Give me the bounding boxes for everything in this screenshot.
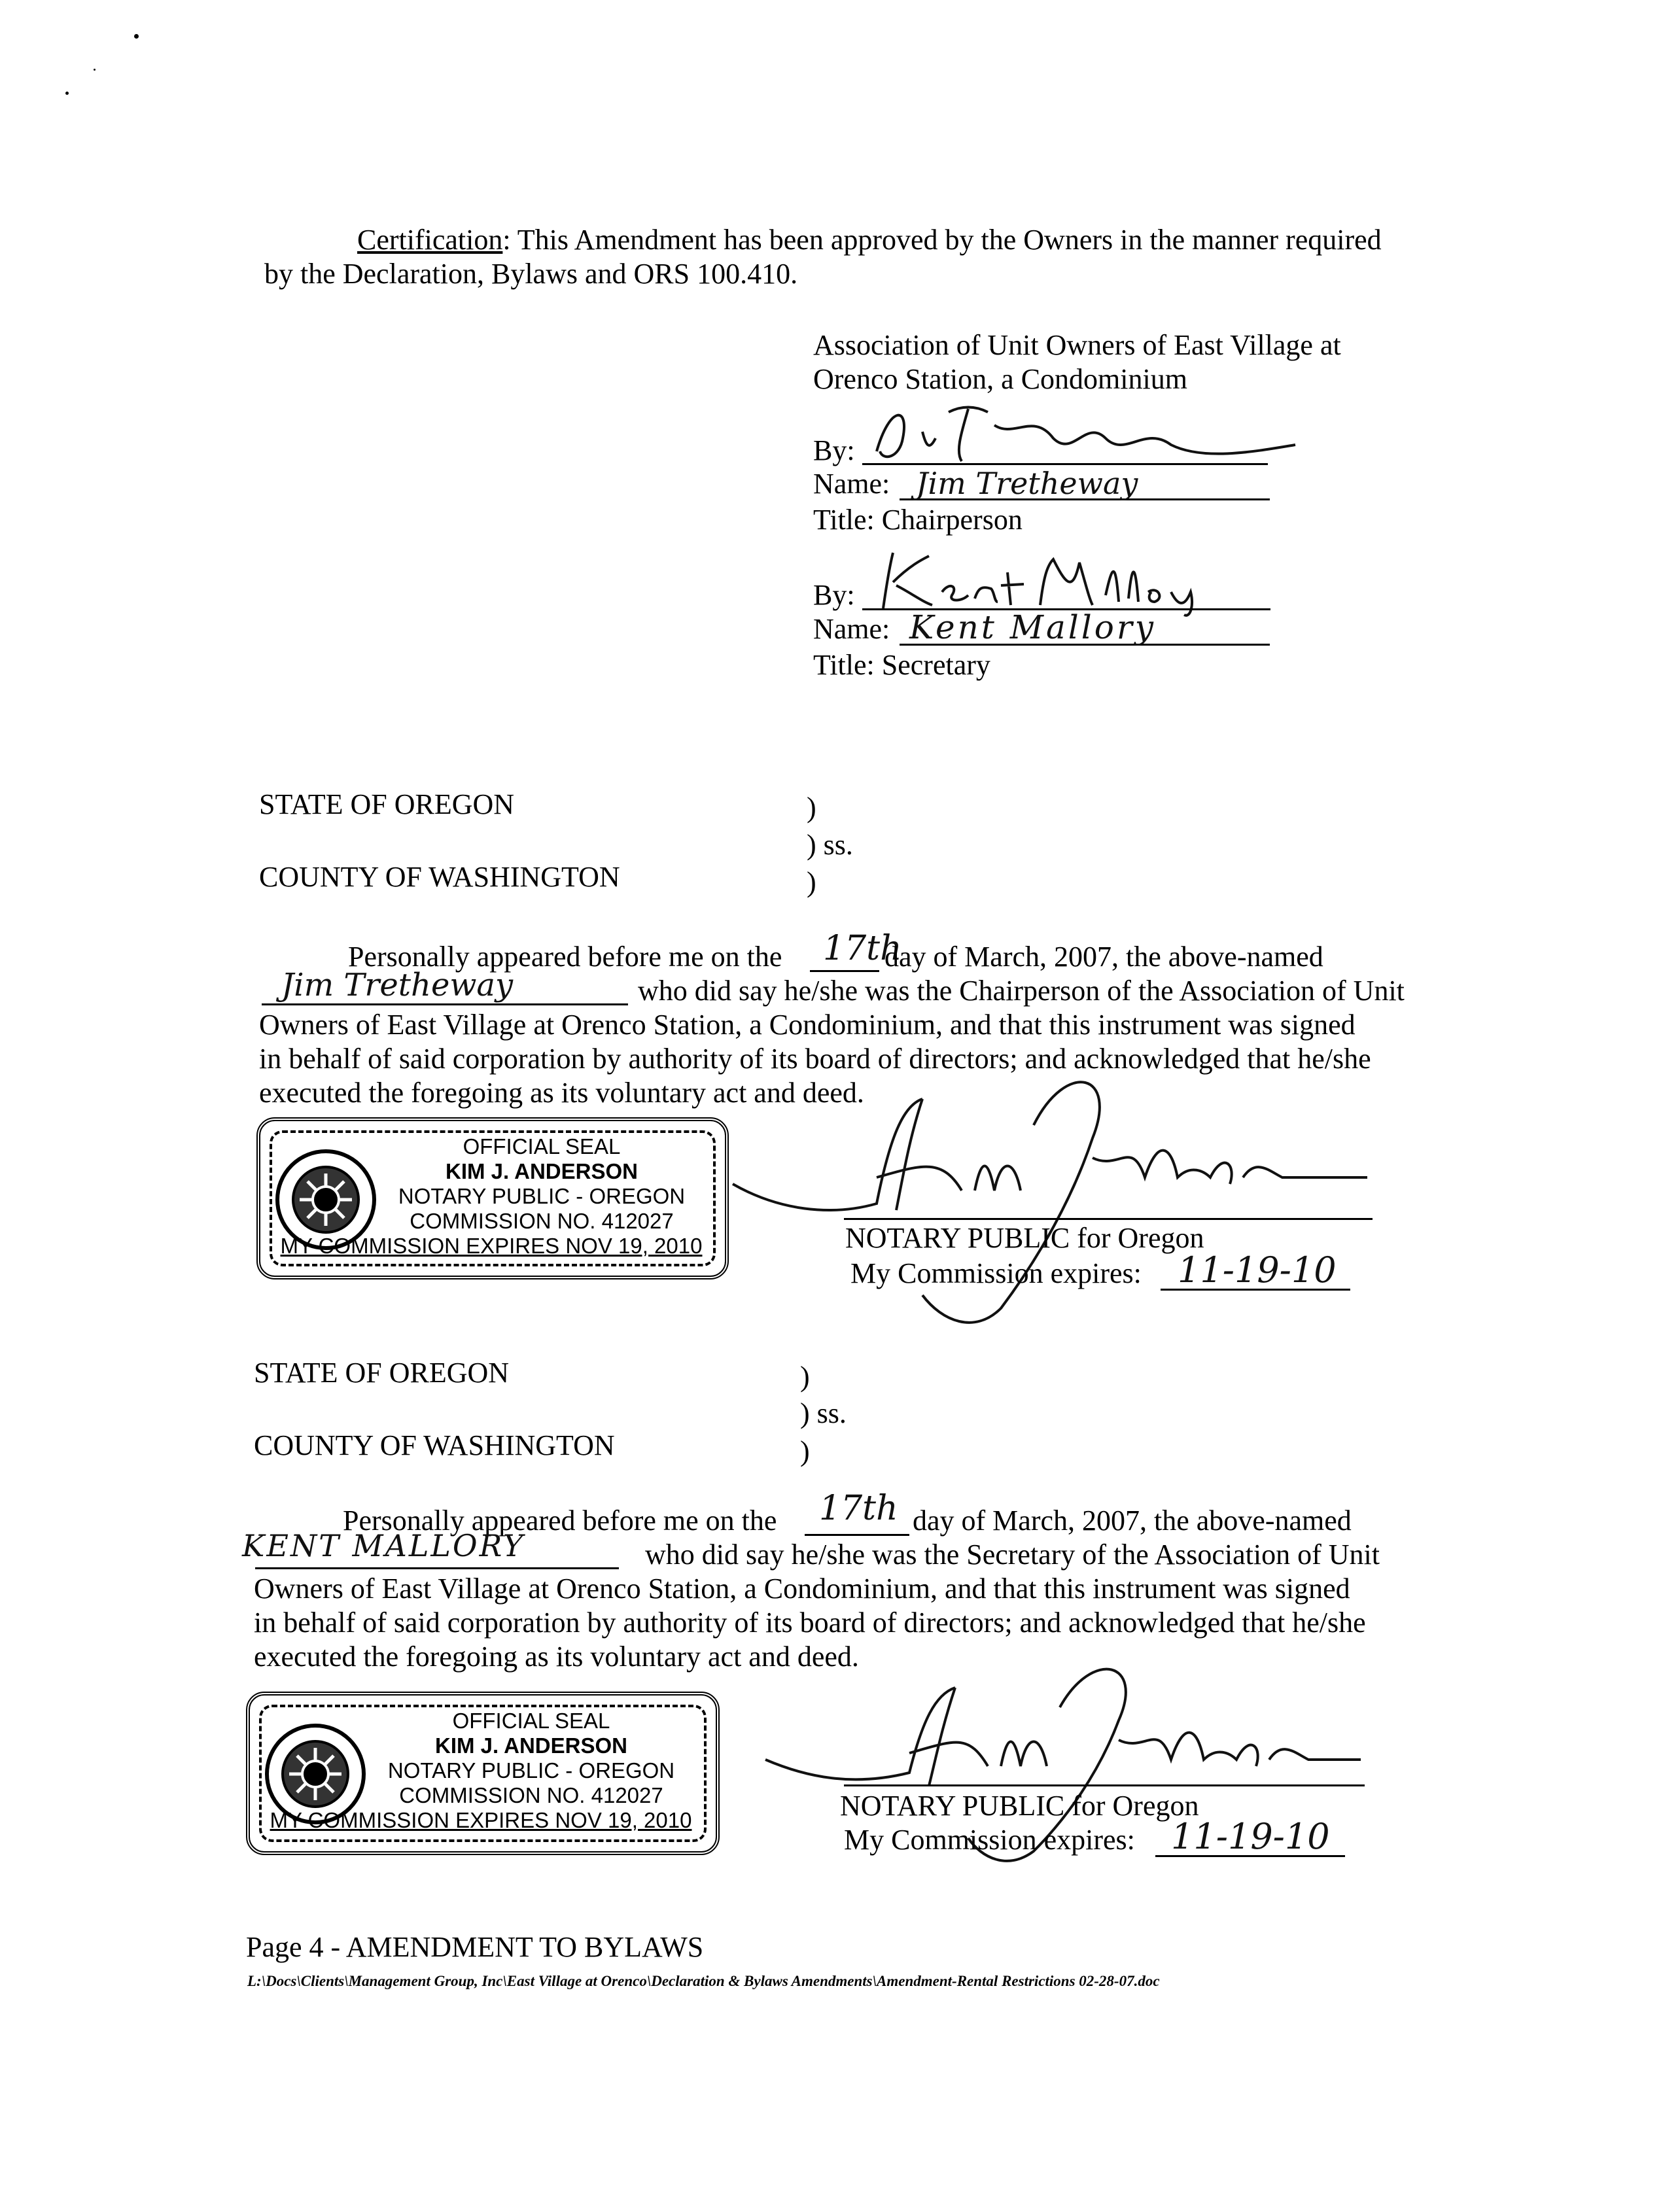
ack-1-paren-3: ) [807,866,816,898]
signatory-2-by-label: By: [813,579,855,611]
ack-1-line-2-post: who did say he/she was the Chairperson of the Association of Unit [638,975,1405,1007]
signatory-1-title: Chairperson [881,504,1023,536]
signatory-1-name-handwritten: Jim Tretheway [916,466,1138,501]
signatory-2-title-label: Title: [813,649,875,681]
footer-page-label: Page 4 - AMENDMENT TO BYLAWS [246,1931,704,1963]
ack-1-county: COUNTY OF WASHINGTON [259,861,620,893]
association-name-line-2: Orenco Station, a Condominium [813,363,1187,395]
signatory-1-name-label: Name: [813,468,890,500]
ack-2-paren-1: ) [800,1361,810,1393]
ack-1-seal-line-1: OFFICIAL SEAL [463,1134,621,1158]
ack-1-paren-1: ) [807,791,816,824]
ack-2-seal-line-1: OFFICIAL SEAL [452,1709,610,1733]
ack-2-seal-line-4: COMMISSION NO. 412027 [399,1783,663,1807]
ack-2-county: COUNTY OF WASHINGTON [254,1429,615,1461]
ack-1-notary-title: NOTARY PUBLIC for Oregon [845,1222,1204,1254]
certification-line-2: by the Declaration, Bylaws and ORS 100.410. [264,258,798,290]
ack-2-seal-line-3: NOTARY PUBLIC - OREGON [387,1758,675,1783]
ack-2-commission-handwritten: 11-19-10 [1171,1816,1330,1857]
ack-1-line-3: Owners of East Village at Orenco Station, a Condominium, and that this instrument was signed [259,1009,1356,1041]
ack-2-line-2-post: who did say he/she was the Secretary of the Association of Unit [645,1539,1380,1571]
ack-2-day-line [805,1534,909,1536]
certification-label: Certification [357,224,503,256]
scan-speck [134,34,139,39]
ack-2-line-5: executed the foregoing as its voluntary act and deed. [254,1641,859,1673]
ack-1-notary-signature-line [844,1218,1373,1220]
ack-1-day-line [810,970,879,972]
ack-1-seal-line-3: NOTARY PUBLIC - OREGON [398,1184,686,1208]
ack-1-notary-seal [256,1117,729,1279]
scan-speck [65,92,69,95]
signatory-1-title-label: Title: [813,504,875,536]
footer-file-path: L:\Docs\Clients\Management Group, Inc\East Village at Orenco\Declaration & Bylaws Amendments\Amendment-Rental Restrictions 02-28-07.doc [247,1973,1160,1989]
signatory-1-by-label: By: [813,434,855,466]
association-name-line-1: Association of Unit Owners of East Village at [813,329,1341,361]
ack-1-seal-line-5: MY COMMISSION EXPIRES NOV 19, 2010 [280,1234,703,1258]
ack-1-commission-label: My Commission expires: [850,1257,1142,1289]
signatory-2-title-line [813,648,990,683]
ack-1-commission-handwritten: 11-19-10 [1178,1249,1337,1291]
ack-2-ss: ) ss. [800,1397,847,1429]
ack-2-name-line [255,1567,619,1569]
ack-2-line-1-post: day of March, 2007, the above-named [913,1505,1352,1537]
ack-1-state: STATE OF OREGON [259,788,515,820]
ack-2-line-3: Owners of East Village at Orenco Station, a Condominium, and that this instrument was signed [254,1573,1350,1605]
certification-text-1: : This Amendment has been approved by the Owners in the manner required [502,224,1382,256]
ack-2-line-4: in behalf of said corporation by authority of its board of directors; and acknowledged that he/she [254,1607,1366,1639]
ack-2-notary-signature-line [844,1784,1365,1786]
ack-2-day-handwritten: 17th [819,1489,898,1528]
ack-1-seal-line-4: COMMISSION NO. 412027 [410,1209,674,1233]
ack-1-line-4: in behalf of said corporation by authority of its board of directors; and acknowledged that he/she [259,1043,1371,1075]
signatory-2-signature [870,546,1210,618]
ack-2-commission-label: My Commission expires: [844,1824,1135,1856]
ack-1-line-5: executed the foregoing as its voluntary act and deed. [259,1077,864,1109]
ack-2-notary-seal [246,1692,720,1855]
signatory-2-title: Secretary [881,649,990,681]
ack-1-line-1-post: day of March, 2007, the above-named [884,941,1323,973]
signatory-1-signature [864,399,1321,471]
ack-2-seal-line-2: KIM J. ANDERSON [435,1733,627,1758]
ack-2-name-handwritten: KENT MALLORY [242,1528,525,1563]
ack-1-seal-line-2: KIM J. ANDERSON [446,1159,638,1183]
ack-2-state: STATE OF OREGON [254,1357,510,1389]
ack-1-day-handwritten: 17th [823,929,902,968]
signatory-1-title-line [813,502,1023,538]
signatory-2-name-handwritten: Kent Mallory [909,608,1157,646]
ack-1-name-line [262,1003,628,1005]
ack-2-line-1-pre: Personally appeared before me on the [343,1505,777,1537]
ack-1-name-handwritten: Jim Tretheway [281,967,514,1003]
certification-line-1 [357,222,1382,258]
ack-1-line-1-pre: Personally appeared before me on the [348,941,782,973]
ack-1-ss: ) ss. [807,829,853,861]
ack-2-seal-line-5: MY COMMISSION EXPIRES NOV 19, 2010 [270,1808,692,1832]
ack-2-notary-title: NOTARY PUBLIC for Oregon [840,1790,1199,1822]
ack-2-paren-3: ) [800,1435,810,1467]
signatory-2-name-label: Name: [813,613,890,645]
scan-speck [94,69,96,71]
